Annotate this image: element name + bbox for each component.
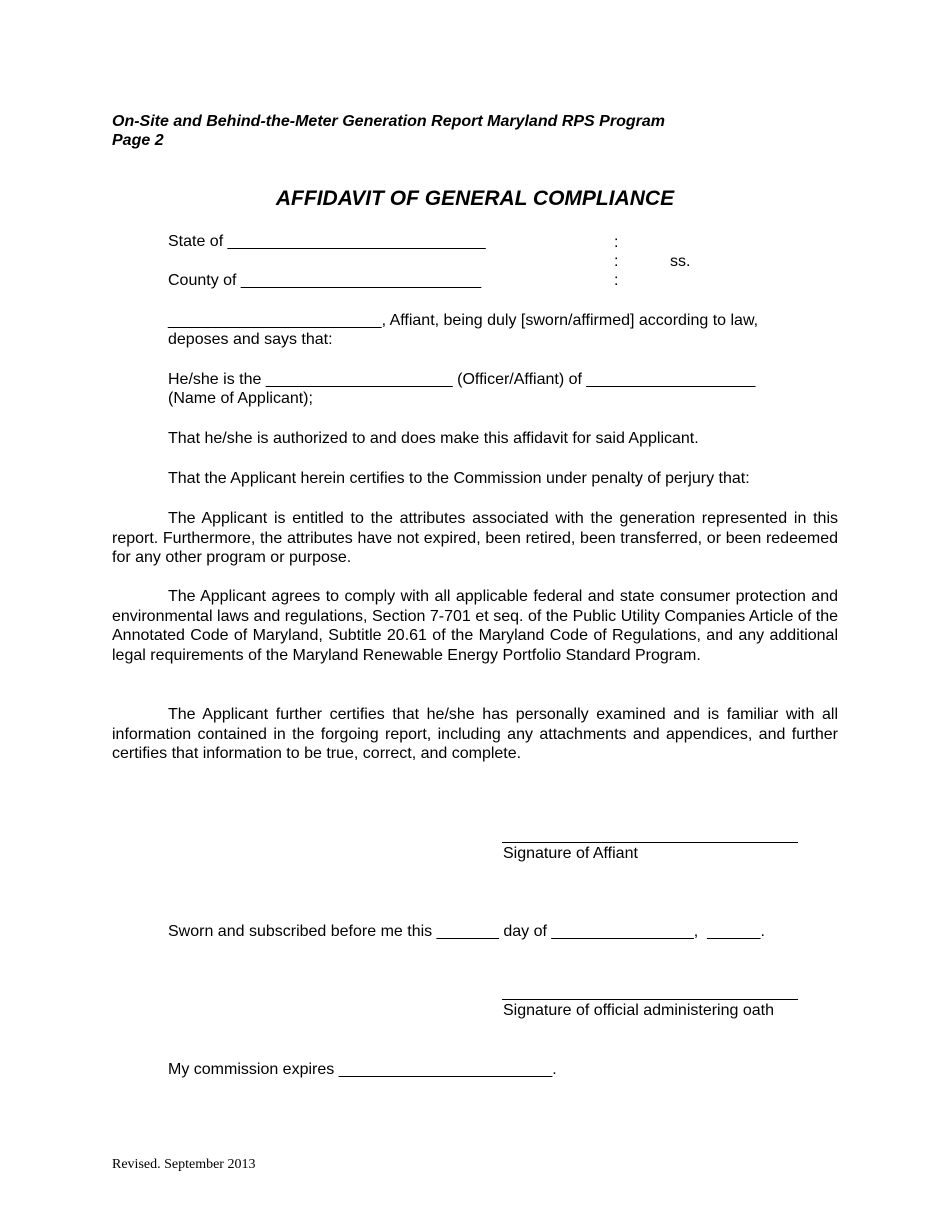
officer-line: He/she is the _____________________ (Officer/Affiant) of ___________________: [168, 371, 756, 388]
official-signature-line: [502, 999, 798, 1000]
page-number: Page 2: [112, 132, 164, 149]
ss-label: ss.: [670, 253, 691, 270]
venue-colon-3: :: [614, 272, 619, 289]
county-of-field: County of ___________________________: [168, 272, 482, 289]
compliance-paragraph-text: The Applicant agrees to comply with all applicable federal and state consumer protection and environmental laws and regulations, Section 7-701 et seq. of the Public Utility Companies Article of the Annotated Code of Maryland, Subtitle 20.61 of the Maryland Code of Regulations, and any additional legal requirements of the Maryland Renewable Energy Portfolio Standard Program.: [112, 588, 838, 664]
state-of-field: State of _____________________________: [168, 233, 486, 250]
revision-footer: Revised. September 2013: [112, 1157, 256, 1172]
commission-expires-line: My commission expires ________________________.: [168, 1061, 557, 1078]
certifies-statement: That the Applicant herein certifies to the Commission under penalty of perjury that:: [168, 470, 750, 487]
sworn-subscribed-line: Sworn and subscribed before me this _______ day of ________________, ______.: [168, 923, 765, 940]
attributes-paragraph: [112, 509, 838, 568]
page-title: AFFIDAVIT OF GENERAL COMPLIANCE: [275, 187, 675, 210]
venue-colon-2: :: [614, 253, 619, 270]
affiant-line: ________________________, Affiant, being duly [sworn/affirmed] according to law,: [168, 312, 759, 329]
certification-paragraph-text: The Applicant further certifies that he/she has personally examined and is familiar with all information contained in the forgoing report, including any attachments and appendices, and further certifies that information to be true, correct, and complete.: [112, 706, 838, 763]
affiant-signature-line: [502, 842, 798, 843]
compliance-paragraph: [112, 587, 838, 665]
authorized-statement: That he/she is authorized to and does make this affidavit for said Applicant.: [168, 430, 699, 447]
affiant-deposes: deposes and says that:: [168, 331, 333, 348]
applicant-name-label: (Name of Applicant);: [168, 390, 313, 407]
certification-paragraph: [112, 705, 838, 764]
attributes-paragraph-text: The Applicant is entitled to the attributes associated with the generation represented in this report. Furthermore, the attributes have not expired, been retired, been transferred, or been redeemed for any other program or purpose.: [112, 510, 838, 567]
affiant-signature-label: Signature of Affiant: [503, 845, 638, 862]
report-header-title: On-Site and Behind-the-Meter Generation Report Maryland RPS Program: [112, 113, 665, 130]
official-signature-label: Signature of official administering oath: [503, 1002, 774, 1019]
venue-colon-1: :: [614, 234, 619, 251]
